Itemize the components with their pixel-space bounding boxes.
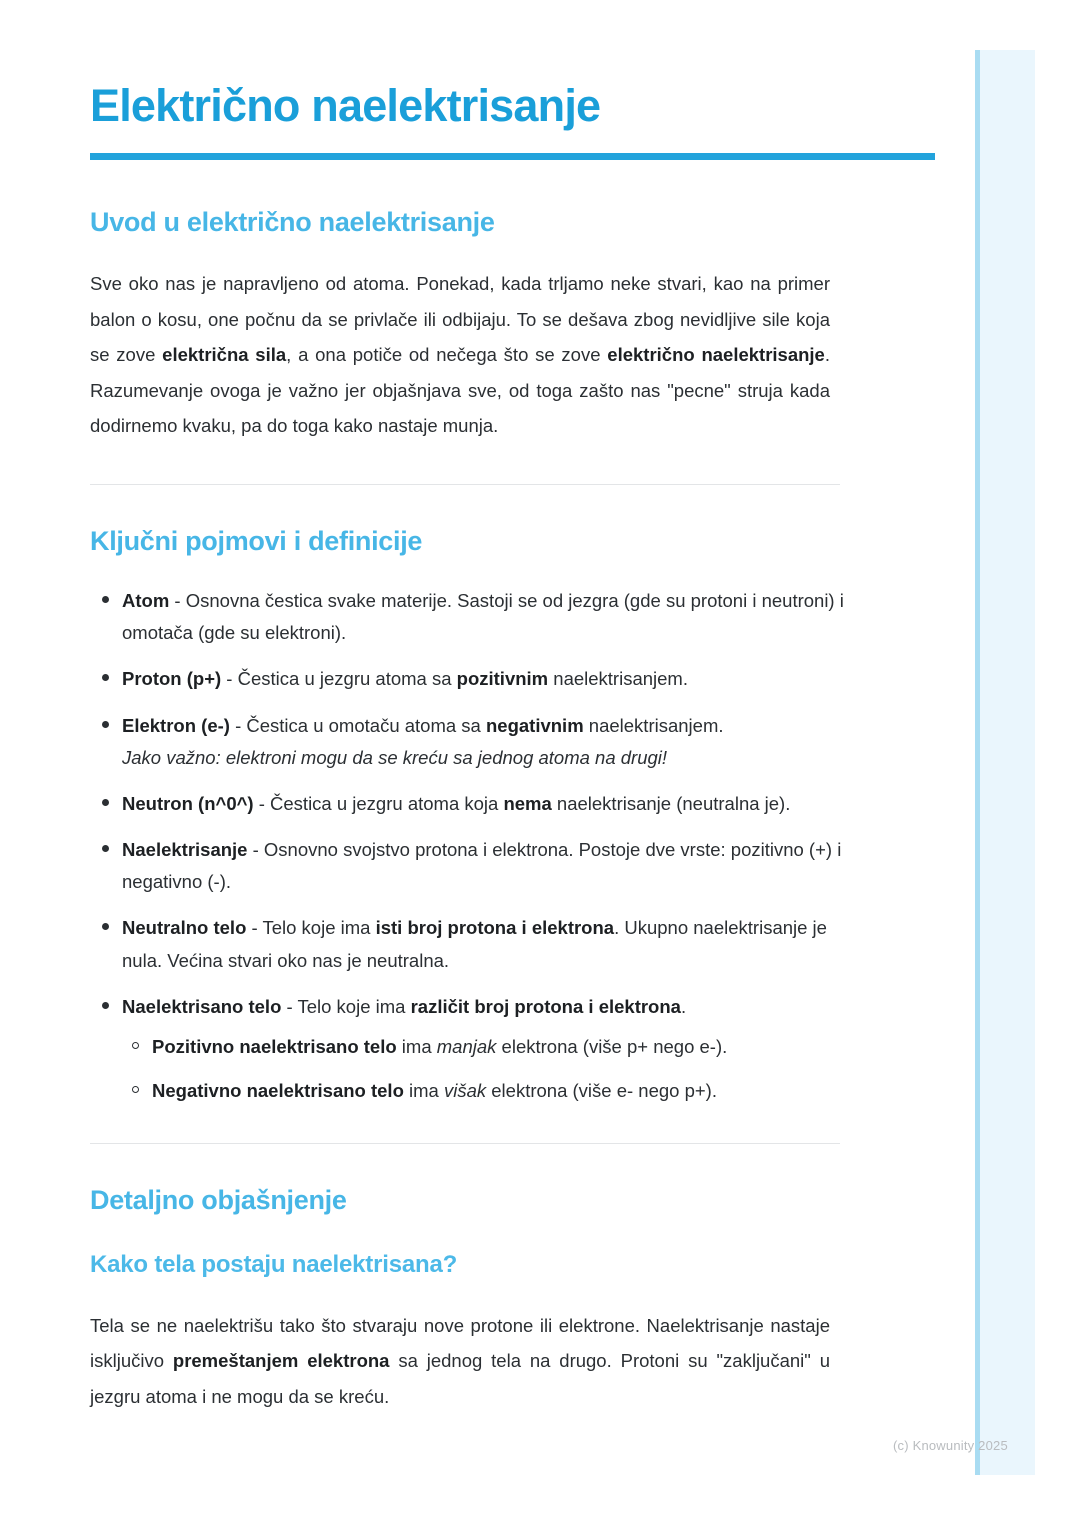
list-item [122, 1075, 852, 1107]
term-description: Osnovna čestica svake materije. Sastoji se od jezgra (gde su protoni i neutroni) i omotača (gde su elektroni). [122, 589, 844, 644]
bullet-marker-icon [102, 596, 109, 603]
list-item [90, 991, 852, 1108]
list-item [90, 585, 852, 649]
hollow-bullet-marker-icon [132, 1042, 139, 1049]
intro-text-1: Sve oko nas je napravljeno od atoma. Ponekad, kada trljamo neke stvari, kao na primer balon o kosu, one počnu da se privlače ili odbijaju. To se dešava zbog nevidljive sile koja se zove [90, 272, 830, 366]
subterm-label: Negativno naelektrisano telo [152, 1080, 404, 1102]
subterm-text-before: ima [396, 1036, 437, 1058]
subterm-text-after: elektrona (više e- nego p+). [486, 1080, 717, 1102]
subterm-text-after: elektrona (više p+ nego e-). [496, 1036, 728, 1058]
key-terms-sublist [122, 1031, 852, 1107]
bullet-marker-icon [102, 1002, 109, 1009]
term-dash: - [247, 839, 264, 861]
term-description-tail: . [680, 995, 687, 1017]
intro-bold-1: električna sila [162, 344, 287, 366]
term-label: Elektron (e-) [122, 714, 230, 736]
detailed-bold-1: premeštanjem elektrona [172, 1350, 390, 1372]
term-emphasis: različit broj protona i elektrona [410, 995, 681, 1017]
term-dash: - [229, 714, 247, 736]
term-label: Neutron (n^0^) [122, 792, 254, 814]
term-label: Neutralno telo [122, 917, 247, 939]
term-emphasis: isti broj protona i elektrona [375, 917, 615, 939]
bullet-marker-icon [102, 845, 109, 852]
document-content [90, 82, 935, 1414]
term-emphasis: pozitivnim [456, 668, 549, 690]
list-item [90, 834, 852, 898]
section-heading-key-terms: Ključni pojmovi i definicije [90, 525, 423, 556]
title-underline-rule [90, 153, 935, 160]
term-dash: - [253, 792, 271, 814]
intro-text-3: . Razumevanje ovoga je važno jer objašnjava sve, od toga zašto nas "pecne" struja kada dodirnemo kvaku, pa do toga kako nastaje munja. [90, 344, 830, 437]
intro-paragraph [90, 266, 830, 444]
term-description-tail: naelektrisanjem. [548, 668, 688, 690]
term-label: Naelektrisanje [122, 839, 248, 861]
list-item [90, 663, 852, 695]
decorative-side-strip-edge [975, 50, 980, 1475]
term-description-tail: . Ukupno naelektrisanje je nula. Većina stvari oko nas je neutralna. [122, 917, 827, 971]
intro-bold-2: električno naelektrisanje [607, 344, 825, 366]
detailed-text-2: sa jednog tela na drugo. Protoni su "zaključani" u jezgru atoma i ne mogu da se kreću. [90, 1350, 831, 1407]
term-description: Čestica u jezgru atoma koja [270, 792, 504, 814]
bullet-marker-icon [102, 799, 109, 806]
term-label: Proton (p+) [122, 668, 222, 690]
bullet-marker-icon [102, 674, 109, 681]
subterm-label: Pozitivno naelektrisano telo [152, 1036, 397, 1058]
list-item [90, 710, 852, 774]
copyright-watermark: (c) Knowunity 2025 [893, 1438, 1008, 1453]
term-description: Čestica u jezgru atoma sa [237, 668, 457, 690]
term-note-italic: Jako važno: elektroni mogu da se kreću sa jednog atoma na drugi! [122, 746, 668, 768]
decorative-side-strip [975, 50, 1035, 1475]
term-description-tail: naelektrisanje (neutralna je). [551, 792, 791, 814]
term-label: Atom [122, 589, 170, 611]
term-emphasis: negativnim [485, 714, 584, 736]
term-dash: - [169, 589, 186, 611]
term-description: Telo koje ima [262, 917, 376, 939]
subsection-heading-how-bodies-charge: Kako tela postaju naelektrisana? [90, 1250, 458, 1278]
bullet-marker-icon [102, 721, 109, 728]
list-item [90, 912, 852, 976]
key-terms-list [90, 585, 935, 1107]
term-dash: - [246, 917, 263, 939]
detailed-text-1: Tela se ne naelektrišu tako što stvaraju nove protone ili elektrone. Naelektrisanje nastaje isključivo [90, 1314, 830, 1372]
list-item [122, 1031, 852, 1063]
page-title: Električno naelektrisanje [90, 80, 601, 131]
term-emphasis: nema [503, 792, 552, 814]
term-dash: - [221, 668, 238, 690]
term-description: Osnovno svojstvo protona i elektrona. Postoje dve vrste: pozitivno (+) i negativno (-). [122, 839, 842, 893]
subterm-italic: manjak [436, 1036, 497, 1058]
term-description-tail: naelektrisanjem. [583, 714, 724, 736]
detailed-paragraph [90, 1308, 830, 1415]
bullet-marker-icon [102, 923, 109, 930]
term-description: Čestica u omotaču atoma sa [246, 714, 486, 736]
subterm-italic: višak [443, 1080, 487, 1102]
intro-text-2: , a ona potiče od nečega što se zove [286, 344, 608, 366]
term-label: Naelektrisano telo [122, 995, 282, 1017]
hollow-bullet-marker-icon [132, 1086, 139, 1093]
section-heading-intro: Uvod u električno naelektrisanje [90, 206, 495, 237]
subterm-text-before: ima [403, 1080, 444, 1102]
term-dash: - [281, 995, 298, 1017]
section-heading-detailed: Detaljno objašnjenje [90, 1185, 347, 1216]
term-description: Telo koje ima [297, 995, 411, 1017]
list-item [90, 788, 852, 820]
